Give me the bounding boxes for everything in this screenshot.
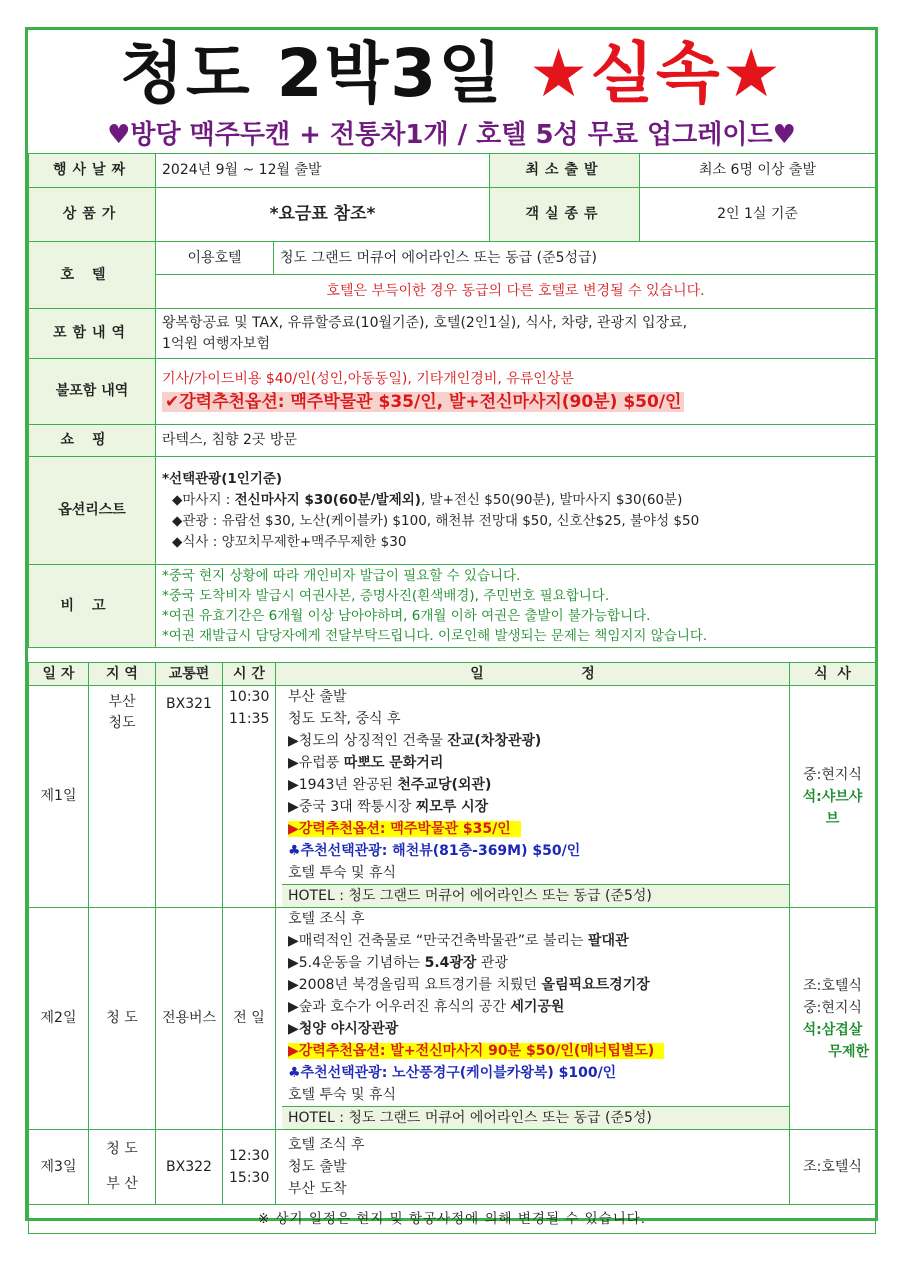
include-value: 왕복항공료 및 TAX, 유류할증료(10월기준), 호텔(2인1실), 식사, 차량, 관광지 입장료, 1억원 여행자보험 [156, 309, 876, 359]
day3-region: 청 도 부 산 [89, 1130, 156, 1205]
day1-row [29, 686, 876, 908]
day3-transport: BX322 [156, 1130, 223, 1205]
notes-list: *중국 현지 상황에 따라 개인비자 발급이 필요할 수 있습니다. *중국 도착비자 발급시 여권사본, 증명사진(흰색배경), 주민번호 필요합니다. *여권 유효기간은 6개월 이상 남아야하며, 6개월 이하 여권은 출발이 불가능합니다. *여권 재발급시 담당자에게 전달부탁드립니다. 이로인해 발생되는 문제는 책임지지 않습니다. [156, 565, 876, 648]
date-value: 2024년 9월 ~ 12월 출발 [156, 154, 490, 188]
schedule-header: 일 자 지 역 교통편 시 간 일 정 식 사 [29, 663, 876, 686]
day1-hotel: HOTEL : 청도 그랜드 머큐어 에어라인스 또는 동급 (준5성) [282, 884, 789, 907]
itinerary-document [25, 27, 878, 1227]
exclude-value: 기사/가이드비용 $40/인(성인,아동동일), 기타개인경비, 유류인상분 ✔강력추천옵션: 맥주박물관 $35/인, 발+전신마사지(90분) $50/인 [156, 359, 876, 425]
day2-itinerary: 호텔 조식 후 ▶매력적인 건축물로 “만국건축박물관”로 불리는 팔대관 ▶5.4운동을 기념하는 5.4광장 관광 ▶2008년 북경올림픽 요트경기를 치뤘던 올림픽요트경기장 ▶숲과 호수가 어우러진 휴식의 공간 세기공원 ▶청양 야시장관광 ▶강력추천옵션: 발+전신마사지 90분 $50/인(매너팁별도) ♣추천선택관광: 노산풍경구(케이블카왕복) $100/인 호텔 투숙 및 휴식 HOTEL : 청도 그랜드 머큐어 에어라인스 또는 동급 (준5성) [276, 908, 790, 1130]
price-label: 상품가 [29, 188, 156, 242]
day1-time: 10:30 11:35 [223, 686, 276, 908]
date-label: 행사날짜 [29, 154, 156, 188]
day2-hotel: HOTEL : 청도 그랜드 머큐어 에어라인스 또는 동급 (준5성) [282, 1106, 789, 1129]
day1-itinerary: 부산 출발 청도 도착, 중식 후 ▶청도의 상징적인 건축물 잔교(차창관광) ▶유럽풍 따뽀도 문화거리 ▶1943년 완공된 천주교당(외관) ▶중국 3대 짝퉁시장 찌모루 시장 ▶강력추천옵션: 맥주박물관 $35/인 ♣추천선택관광: 해천뷰(81층-369M) $50/인 호텔 투숙 및 휴식 HOTEL : 청도 그랜드 머큐어 에어라인스 또는 동급 (준5성) [276, 686, 790, 908]
title-main: 청도 2박3일 [120, 35, 504, 112]
day3-row [29, 1130, 876, 1205]
hotel-value: 청도 그랜드 머큐어 에어라인스 또는 동급 (준5성급) [274, 242, 876, 275]
options-label: 옵션리스트 [29, 457, 156, 565]
min-departure-value: 최소 6명 이상 출발 [640, 154, 876, 188]
day2-recommended-tour: ♣추천선택관광: 노산풍경구(케이블카왕복) $100/인 [288, 1065, 617, 1081]
day1-transport: BX321 [156, 686, 223, 908]
schedule-footer-note: ※ 상기 일정은 현지 및 항공사정에 의해 변경될 수 있습니다. [29, 1205, 876, 1234]
day1-meals: 중:현지식 석:샤브샤브 [790, 686, 876, 908]
day3-time: 12:30 15:30 [223, 1130, 276, 1205]
options-list: *선택관광(1인기준) ◆마사지 : 전신마사지 $30(60분/발제외), 발+전신 $50(90분), 발마사지 $30(60분) ◆관광 : 유람선 $30, 노산(케이블카) $100, 해천뷰 전망대 $50, 신호산$25, 불야성 $50 ◆식사 : 양꼬치무제한+맥주무제한 $30 [156, 457, 876, 565]
day2-strong-option: ▶강력추천옵션: 발+전신마사지 90분 $50/인(매너팁별도) [288, 1043, 664, 1059]
hotel-sub-label: 이용호텔 [156, 242, 274, 275]
title-accent: ★실속★ [528, 35, 783, 112]
hotel-label: 호텔 [29, 242, 156, 309]
include-label: 포함내역 [29, 309, 156, 359]
price-value: *요금표 참조* [156, 188, 490, 242]
exclude-label: 불포함 내역 [29, 359, 156, 425]
shopping-value: 라텍스, 침향 2곳 방문 [156, 425, 876, 457]
room-type-value: 2인 1실 기준 [640, 188, 876, 242]
day2-transport: 전용버스 [156, 908, 223, 1130]
day2-meals: 조:호텔식 중:현지식 석:삼겹살 무제한 [790, 908, 876, 1130]
day2-label: 제2일 [29, 908, 89, 1130]
day3-label: 제3일 [29, 1130, 89, 1205]
notes-label: 비고 [29, 565, 156, 648]
shopping-label: 쇼핑 [29, 425, 156, 457]
day3-itinerary: 호텔 조식 후 청도 출발 부산 도착 [276, 1130, 790, 1205]
day1-label: 제1일 [29, 686, 89, 908]
day2-row [29, 908, 876, 1130]
day1-strong-option: ▶강력추천옵션: 맥주박물관 $35/인 [288, 821, 521, 837]
day1-region: 부산 청도 [89, 686, 156, 908]
tour-info-table [28, 153, 876, 648]
promo-subtitle: ♥방당 맥주두캔 + 전통차1개 / 호텔 5성 무료 업그레이드♥ [107, 120, 796, 150]
room-type-label: 객실종류 [490, 188, 640, 242]
hotel-note: 호텔은 부득이한 경우 동급의 다른 호텔로 변경될 수 있습니다. [156, 275, 876, 309]
schedule-table [28, 662, 876, 1234]
page-title [28, 34, 875, 114]
day1-recommended-tour: ♣추천선택관광: 해천뷰(81층-369M) $50/인 [288, 843, 581, 859]
day2-time: 전 일 [223, 908, 276, 1130]
day3-meals: 조:호텔식 [790, 1130, 876, 1205]
min-departure-label: 최소출발 [490, 154, 640, 188]
strong-option-highlight: ✔강력추천옵션: 맥주박물관 $35/인, 발+전신마사지(90분) $50/인 [162, 392, 684, 412]
day2-region: 청 도 [89, 908, 156, 1130]
